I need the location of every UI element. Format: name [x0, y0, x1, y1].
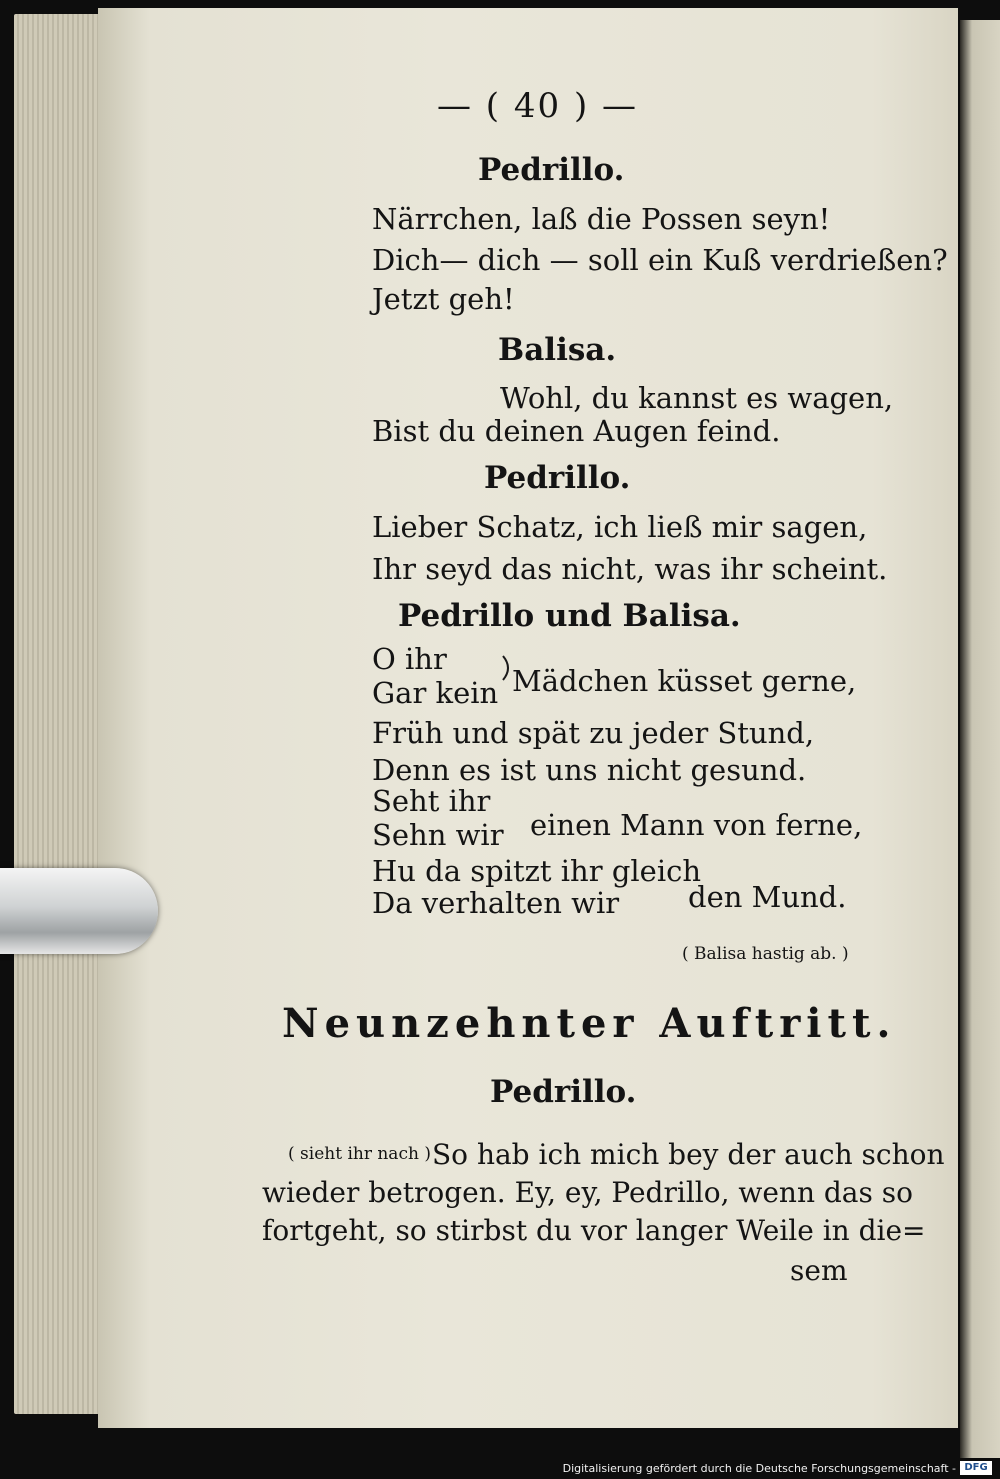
- speaker-name: Balisa.: [498, 332, 617, 368]
- prose-line: So hab ich mich bey der auch schon: [432, 1138, 945, 1171]
- prose-line: sem: [790, 1254, 848, 1287]
- verse-line: Ihr seyd das nicht, was ihr scheint.: [372, 552, 888, 586]
- verse-line: Wohl, du kannst es wagen,: [500, 381, 894, 415]
- prose-line: wieder betrogen. Ey, ey, Pedrillo, wenn das so: [262, 1176, 913, 1209]
- verse-line: Gar kein: [372, 676, 499, 710]
- speaker-name: Pedrillo.: [478, 152, 625, 188]
- verse-line: Jetzt geh!: [372, 282, 515, 316]
- verse-line: einen Mann von ferne,: [530, 808, 863, 842]
- page-clamp: [0, 868, 158, 954]
- verse-line: Früh und spät zu jeder Stund,: [372, 716, 815, 750]
- facing-page-edge: [960, 20, 1000, 1460]
- verse-line: Sehn wir: [372, 818, 504, 852]
- verse-line: Lieber Schatz, ich ließ mir sagen,: [372, 510, 868, 544]
- page-number: — ( 40 ) —: [437, 86, 639, 126]
- verse-line: Dich— dich — soll ein Kuß verdrießen?: [372, 243, 948, 277]
- verse-line: Da verhalten wir: [372, 886, 620, 920]
- footer-bar: [0, 1458, 1000, 1479]
- stage-direction: ( Balisa hastig ab. ): [682, 944, 849, 964]
- speaker-name: Pedrillo und Balisa.: [398, 598, 741, 634]
- verse-line: Seht ihr: [372, 784, 491, 818]
- verse-line: den Mund.: [688, 880, 847, 914]
- footer-credit: Digitalisierung gefördert durch die Deutsche Forschungsgemeinschaft -: [562, 1462, 956, 1475]
- speaker-name: Pedrillo.: [490, 1074, 637, 1110]
- verse-line: Mädchen küsset gerne,: [512, 664, 857, 698]
- verse-line: Hu da spitzt ihr gleich: [372, 854, 702, 888]
- dfg-logo: DFG: [960, 1461, 992, 1475]
- verse-line: Denn es ist uns nicht gesund.: [372, 753, 807, 787]
- scene-heading: Neunzehnter Auftritt.: [282, 1000, 897, 1047]
- verse-line: O ihr: [372, 642, 447, 676]
- verse-line: Bist du deinen Augen feind.: [372, 414, 781, 448]
- stage-direction: ( sieht ihr nach ): [288, 1144, 431, 1164]
- prose-line: fortgeht, so stirbst du vor langer Weile in die=: [262, 1214, 926, 1247]
- verse-line: Närrchen, laß die Possen seyn!: [372, 202, 831, 236]
- speaker-name: Pedrillo.: [484, 460, 631, 496]
